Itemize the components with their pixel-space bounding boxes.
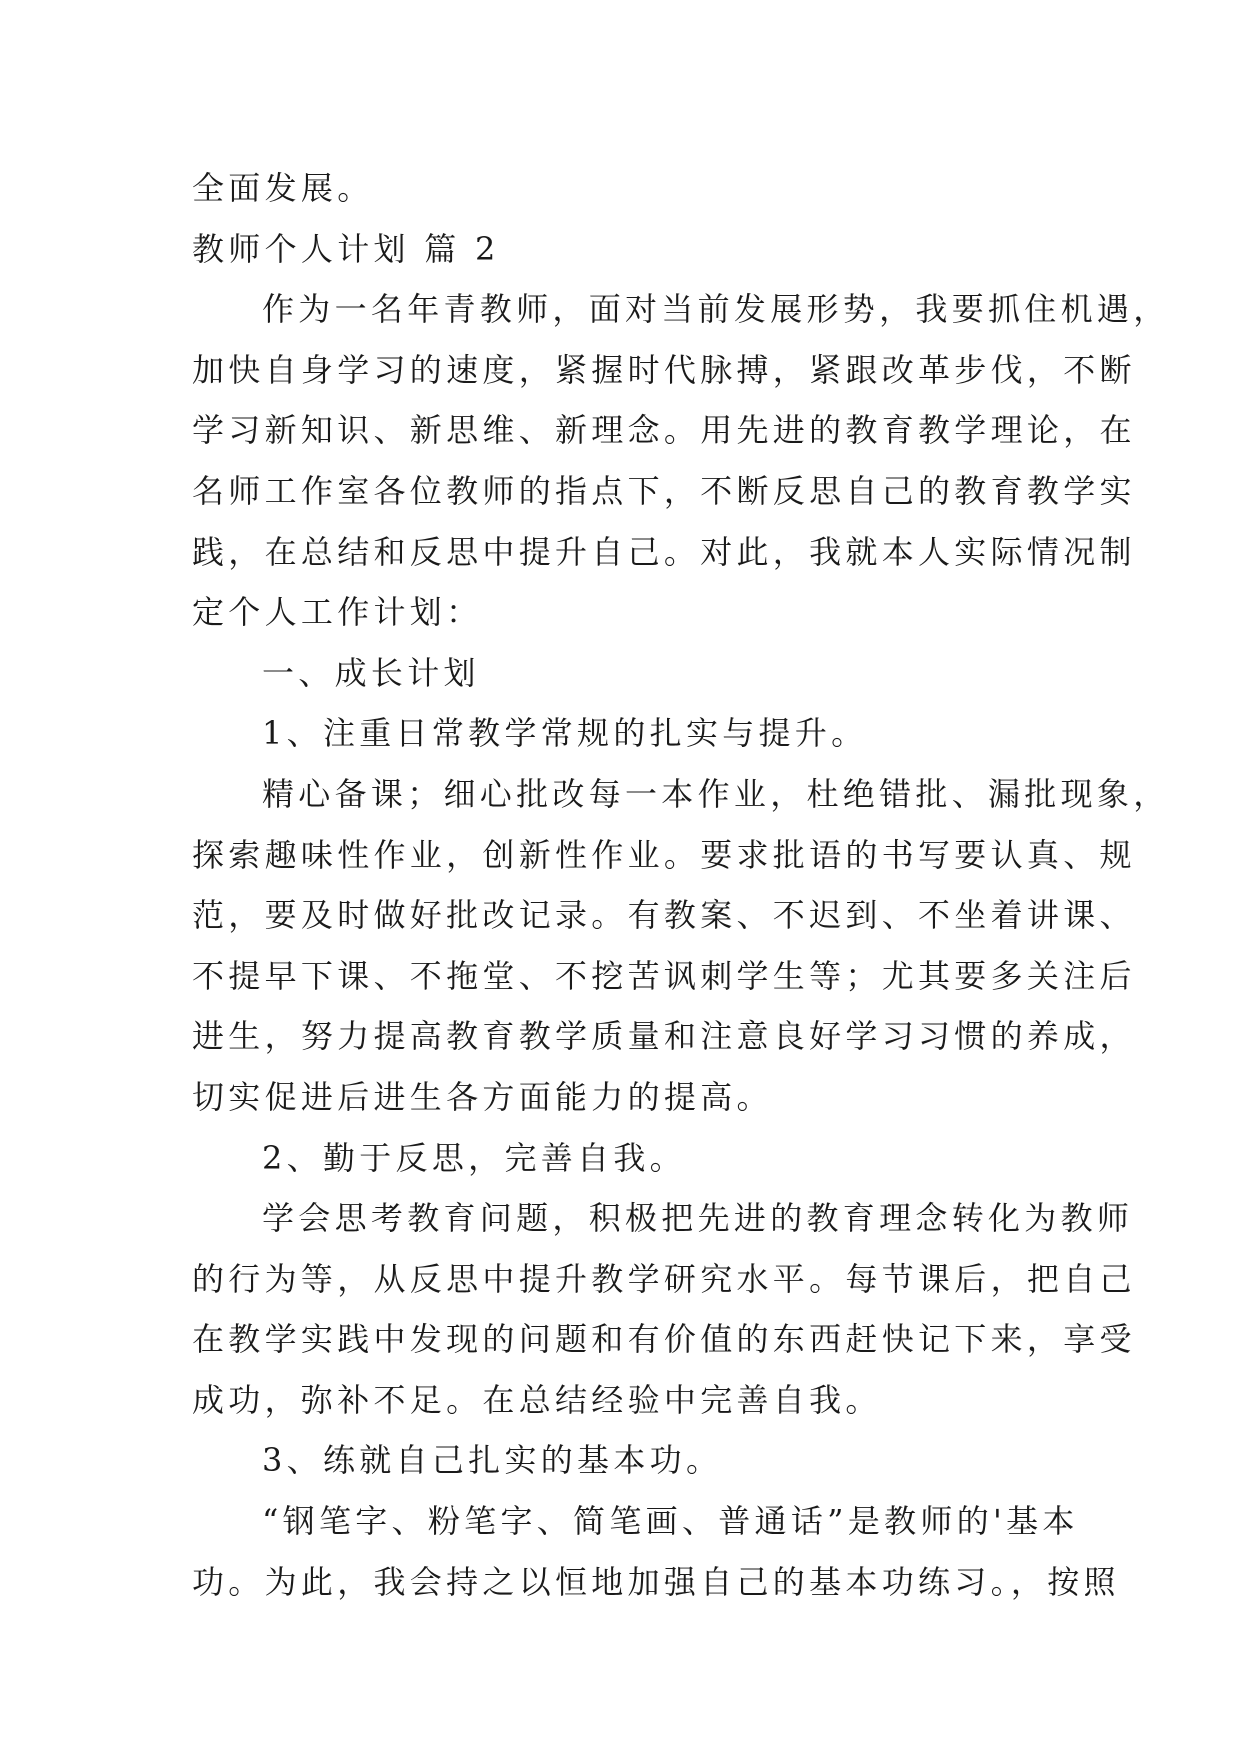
text-line: 践，在总结和反思中提升自己。对此，我就本人实际情况制 — [192, 532, 1136, 571]
text-line: 学会思考教育问题，积极把先进的教育理念转化为教师 — [262, 1199, 1134, 1238]
text-line: 不提早下课、不拖堂、不挖苦讽刺学生等；尤其要多关注后 — [192, 956, 1136, 995]
text-line: 的行为等，从反思中提升教学研究水平。每节课后，把自己 — [192, 1259, 1136, 1298]
text-line: 切实促进后进生各方面能力的提高。 — [192, 1077, 773, 1116]
text-line: 学习新知识、新思维、新理念。用先进的教育教学理论，在 — [192, 411, 1136, 450]
text-line: 在教学实践中发现的问题和有价值的东西赶快记下来，享受 — [192, 1320, 1136, 1359]
text-line: 精心备课；细心批改每一本作业，杜绝错批、漏批现象， — [262, 774, 1170, 813]
text-line: 探索趣味性作业，创新性作业。要求批语的书写要认真、规 — [192, 835, 1136, 874]
text-line: 定个人工作计划： — [192, 593, 483, 632]
text-line: 成功，弥补不足。在总结经验中完善自我。 — [192, 1380, 882, 1419]
subsection-heading: 3、练就自己扎实的基本功。 — [262, 1441, 723, 1480]
text-line: 进生，努力提高教育教学质量和注意良好学习习惯的养成， — [192, 1017, 1136, 1056]
text-line: 加快自身学习的速度，紧握时代脉搏，紧跟改革步伐，不断 — [192, 350, 1136, 389]
section-heading: 一、成长计划 — [262, 653, 480, 692]
subsection-heading: 1、注重日常教学常规的扎实与提升。 — [262, 714, 868, 753]
document-body — [192, 158, 1170, 1612]
text-line: 范，要及时做好批改记录。有教案、不迟到、不坐着讲课、 — [192, 896, 1136, 935]
text-line: 名师工作室各位教师的指点下，不断反思自己的教育教学实 — [192, 471, 1136, 510]
section-title: 教师个人计划 篇 2 — [192, 229, 500, 268]
subsection-heading: 2、勤于反思，完善自我。 — [262, 1138, 686, 1177]
text-line: “钢笔字、粉笔字、简笔画、普通话”是教师的'基本 — [262, 1502, 1079, 1541]
text-line: 功。为此，我会持之以恒地加强自己的基本功练习。，按照 — [192, 1562, 1120, 1601]
text-line: 全面发展。 — [192, 169, 374, 207]
text-line: 作为一名年青教师，面对当前发展形势，我要抓住机遇， — [262, 290, 1170, 329]
